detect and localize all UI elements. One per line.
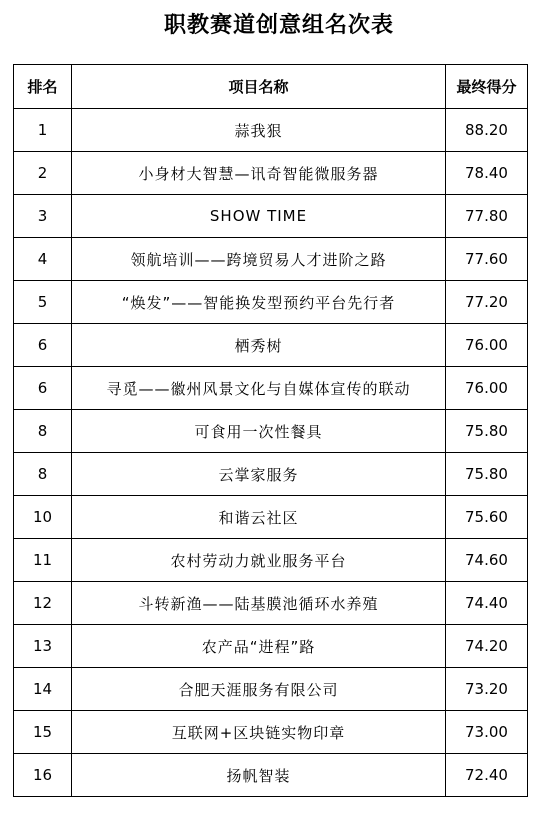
project-name-cell: 小身材大智慧—讯奇智能微服务器 <box>72 152 446 195</box>
rank-cell: 1 <box>14 109 72 152</box>
project-name-cell: SHOW TIME <box>72 195 446 238</box>
table-row <box>14 496 528 539</box>
project-name-cell: 农村劳动力就业服务平台 <box>72 539 446 582</box>
project-name-cell: 合肥天涯服务有限公司 <box>72 668 446 711</box>
score-cell: 75.80 <box>446 453 528 496</box>
score-cell: 78.40 <box>446 152 528 195</box>
rank-cell: 13 <box>14 625 72 668</box>
table-row <box>14 109 528 152</box>
project-name-cell: 寻觅——徽州风景文化与自媒体宣传的联动 <box>72 367 446 410</box>
header-final-score: 最终得分 <box>446 65 528 109</box>
project-name-cell: 栖秀树 <box>72 324 446 367</box>
score-cell: 76.00 <box>446 324 528 367</box>
score-cell: 73.00 <box>446 711 528 754</box>
project-name-cell: 蒜我狠 <box>72 109 446 152</box>
table-row <box>14 668 528 711</box>
score-cell: 72.40 <box>446 754 528 797</box>
rank-cell: 8 <box>14 453 72 496</box>
header-rank: 排名 <box>14 65 72 109</box>
score-cell: 73.20 <box>446 668 528 711</box>
score-cell: 77.20 <box>446 281 528 324</box>
rank-cell: 11 <box>14 539 72 582</box>
rank-cell: 12 <box>14 582 72 625</box>
score-cell: 74.20 <box>446 625 528 668</box>
rank-cell: 4 <box>14 238 72 281</box>
table-row <box>14 324 528 367</box>
table-row <box>14 453 528 496</box>
rank-cell: 16 <box>14 754 72 797</box>
table-row <box>14 367 528 410</box>
score-cell: 88.20 <box>446 109 528 152</box>
table-row <box>14 754 528 797</box>
score-cell: 74.60 <box>446 539 528 582</box>
score-cell: 77.60 <box>446 238 528 281</box>
table-row <box>14 152 528 195</box>
table-row <box>14 539 528 582</box>
header-project-name: 项目名称 <box>72 65 446 109</box>
project-name-cell: 斗转新渔——陆基膜池循环水养殖 <box>72 582 446 625</box>
table-row <box>14 625 528 668</box>
score-cell: 77.80 <box>446 195 528 238</box>
project-name-cell: “焕发”——智能换发型预约平台先行者 <box>72 281 446 324</box>
score-cell: 75.80 <box>446 410 528 453</box>
rank-cell: 8 <box>14 410 72 453</box>
rank-cell: 3 <box>14 195 72 238</box>
table-row <box>14 410 528 453</box>
rank-cell: 15 <box>14 711 72 754</box>
table-header-row <box>14 65 528 109</box>
project-name-cell: 互联网+区块链实物印章 <box>72 711 446 754</box>
rank-cell: 10 <box>14 496 72 539</box>
project-name-cell: 农产品“进程”路 <box>72 625 446 668</box>
table-row <box>14 281 528 324</box>
score-cell: 75.60 <box>446 496 528 539</box>
project-name-cell: 可食用一次性餐具 <box>72 410 446 453</box>
score-cell: 74.40 <box>446 582 528 625</box>
project-name-cell: 和谐云社区 <box>72 496 446 539</box>
table-row <box>14 582 528 625</box>
table-row <box>14 195 528 238</box>
project-name-cell: 云掌家服务 <box>72 453 446 496</box>
rank-cell: 5 <box>14 281 72 324</box>
rank-cell: 14 <box>14 668 72 711</box>
project-name-cell: 扬帆智装 <box>72 754 446 797</box>
ranking-table <box>13 64 528 797</box>
project-name-cell: 领航培训——跨境贸易人才进阶之路 <box>72 238 446 281</box>
rank-cell: 2 <box>14 152 72 195</box>
page-title: 职教赛道创意组名次表 <box>163 12 394 38</box>
score-cell: 76.00 <box>446 367 528 410</box>
table-row <box>14 238 528 281</box>
table-row <box>14 711 528 754</box>
rank-cell: 6 <box>14 324 72 367</box>
rank-cell: 6 <box>14 367 72 410</box>
